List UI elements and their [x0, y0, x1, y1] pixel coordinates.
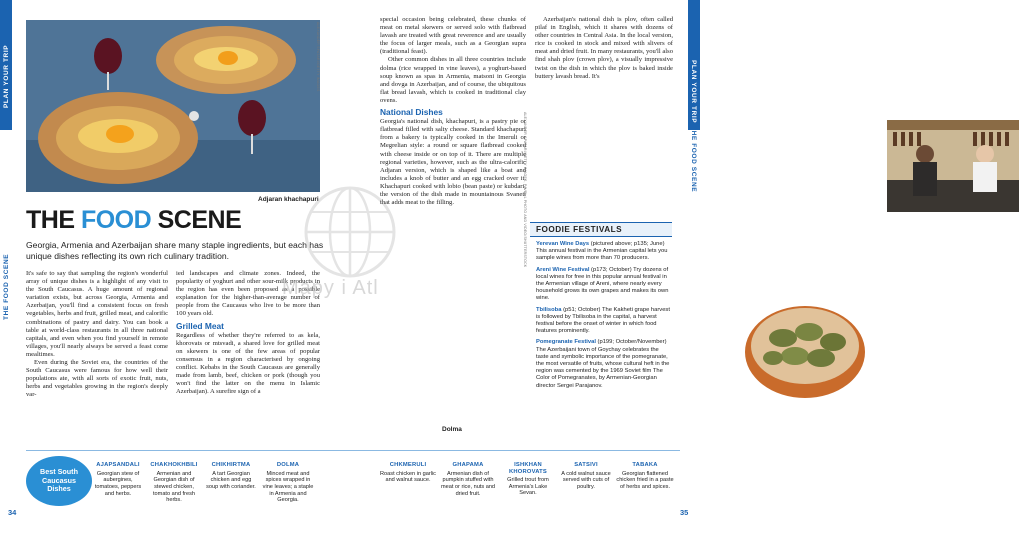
paragraph: Azerbaijan's national dish is plov, often called pilaf in English, which it shares with dozens of other countries in Central Asia. In the local version, rice is cooked in stock and mixed with slivers of meat and dried fruit. In many restaurants, you'll also find shah plov (crown plov), a visually impressive twist on the dish in which the plov is baked inside buttery lavash bread. It's: [535, 16, 673, 80]
side-tab-plan: [688, 0, 700, 130]
photo-credit: ALEXANDER SPATARI/GETTY IMAGES, PAVEL L PHOTO AND VIDEO/SHUTTERSTOCK: [523, 112, 527, 268]
paragraph: Even during the Soviet era, the countries of the South Caucasus were famous for how well their populations ate, with all sorts of exotic fruit, nuts, herbs and vegetables growing in the region's deeply var-: [26, 359, 168, 399]
foodie-festivals-box: [530, 222, 672, 390]
best-dishes-badge: Best South Caucasus Dishes: [26, 456, 92, 506]
dolma-photo: [739, 286, 871, 418]
section-heading-grilled-meat: Grilled Meat: [176, 320, 224, 331]
title-part-1: THE: [26, 206, 81, 234]
paragraph: special occasion being celebrated, these chunks of meat on metal skewers or served solo with flatbread lavash are treated with great reverence and are usually the focus of larger meals, such as a Georgian supra (traditional feast).: [380, 16, 526, 56]
dish-card: [500, 462, 556, 497]
section-heading-national-dishes: National Dishes: [380, 107, 443, 118]
dish-name: AJAPSANDALI: [96, 462, 140, 468]
side-tab-section: [688, 126, 700, 330]
festival-text: (p51; October) The Kakheti grape harvest is followed by Tbilisoba in the capital, a harvest festival before the onset of winter in which food features prominently.: [536, 306, 670, 335]
khachapuri-photo: [26, 20, 320, 192]
page-number: 35: [680, 508, 689, 517]
dish-card: [206, 462, 256, 491]
dish-card: [616, 462, 674, 491]
divider: [350, 450, 680, 451]
side-tab-label: PLAN YOUR TRIP: [690, 60, 697, 124]
title-part-2: SCENE: [151, 206, 242, 234]
dish-card: [148, 462, 200, 504]
festival-name: Pomegranate Festival: [536, 339, 596, 346]
side-tab-section-label: THE FOOD SCENE: [690, 126, 697, 193]
page-subtitle: Georgia, Armenia and Azerbaijan share many staple ingredients, but each has unique dishes reflecting its own rich culinary tradition.: [26, 240, 324, 261]
dish-name: GHAPAMA: [452, 462, 484, 468]
dish-name: DOLMA: [276, 462, 300, 468]
left-page: [0, 0, 350, 539]
side-tab-plan: [0, 0, 12, 130]
wine-festival-photo: [887, 120, 1019, 212]
side-tab-section-label: THE FOOD SCENE: [3, 253, 10, 320]
dish-desc: Grilled trout from Armenia's Lake Sevan.: [507, 477, 549, 497]
paragraph: It's safe to say that sampling the region's wonderful array of unique dishes is a highlight of any visit to the South Caucasus. A huge amount of regional variation exists, but across Georgia, Armenia and Azerbaijan, you'll find a consistent focus on fresh vegetables, herbs and fruit, grilled meat, and calorific combinations of pastry and dairy. You can book a table at world-class restaurants in all three national capitals, and even when you find yourself in remote villages, you'll nearly always be served a feast come mealtimes.: [26, 270, 168, 358]
festival-item: [530, 307, 672, 336]
dish-name: ISHKHAN KHOROVATS: [509, 462, 547, 475]
dish-name: CHAKHOKHBILI: [150, 462, 198, 468]
right-body-column-1: [380, 16, 526, 207]
paragraph: Regardless of whether they're referred to as kela, khorovats or mtsvadi, a shared love for grilled meat on skewers is one of the few areas of popular consensus in a region characterised by ongoing conflict. Kebabs in the South Caucasus are generally made from lamb, beef, chicken or pork (though you won't find the latter on the menu in Islamic Azerbaijan). A surefire sign of a: [176, 331, 320, 396]
dish-card: [262, 462, 314, 504]
festival-text: (p199; October/November) The Azerbaijani town of Goychay celebrates the taste and symbolic importance of the pomegranate, the most versatile of fruits, whose cultural heft in the region was cemented by the 1969 Soviet film The Color of Pomegranates, by Armenian-Georgian director Sergei Parajanov.: [536, 339, 670, 389]
festival-item: [530, 241, 672, 263]
festival-text: (p173; October) Try dozens of local wines for free in this popular annual festival in the Armenian village of Areni, where nearly every household grows its own grapes and makes its own wine.: [536, 266, 669, 302]
festival-text: (pictured above; p135; June) This annual festival in the Armenian capital lets you sample wines from more than 70 producers.: [536, 241, 668, 262]
dish-desc: A cold walnut sauce served with cuts of poultry.: [561, 470, 611, 490]
page-title: [26, 206, 241, 235]
festivals-heading: FOODIE FESTIVALS: [530, 222, 672, 237]
paragraph: Other common dishes in all three countries include dolma (rice wrapped in vine leaves), a yoghurt-based soup known as spas in Armenia, matsoni in Georgia and dovga in Azerbaijan, and of course, the ubiquitous flat bread lavash, which is cooked in traditional clay ovens.: [380, 56, 526, 104]
festival-name: Areni Wine Festival: [536, 266, 590, 273]
dish-desc: Minced meat and spices wrapped in vine leaves; a staple in Armenia and Georgia.: [262, 470, 314, 504]
dish-desc: A tart Georgian chicken and egg soup with coriander.: [206, 470, 256, 490]
title-highlight: FOOD: [80, 206, 152, 234]
dish-card: [440, 462, 496, 497]
left-body-column-1: [26, 270, 168, 400]
dish-card: [380, 462, 436, 484]
side-tab-label: PLAN YOUR TRIP: [3, 44, 10, 108]
divider: [26, 450, 350, 451]
photo-caption: Adjaran khachapuri: [258, 196, 319, 203]
dish-card: [560, 462, 612, 491]
photo-credit: ALEXANDER SPATARI/GETTY IMAGES: [316, 22, 320, 92]
dish-desc: Georgian flattened chicken fried in a paste of herbs and spices.: [616, 470, 674, 490]
dish-name: CHIKHIRTMA: [211, 462, 251, 468]
right-body-column-2: [535, 16, 673, 81]
festival-item: [530, 267, 672, 303]
dish-name: CHKMERULI: [389, 462, 427, 468]
page-number: 34: [8, 508, 17, 517]
festival-item: [530, 339, 672, 389]
dish-desc: Armenian dish of pumpkin stuffed with meat or rice, nuts and dried fruit.: [440, 470, 496, 497]
dish-desc: Georgian stew of aubergines, tomatoes, peppers and herbs.: [94, 470, 142, 497]
festival-name: Tbilisoba: [536, 306, 562, 313]
paragraph: ied landscapes and climate zones. Indeed, the popularity of yoghurt and other sour-milk products in the region has even been proposed as a possible explanation for the higher-than-average number of people from the Caucasus who live to be more than 100 years old.: [176, 270, 320, 318]
dish-desc: Roast chicken in garlic and walnut sauce.: [380, 470, 436, 484]
dish-name: TABAKA: [632, 462, 658, 468]
side-tab-section: [0, 130, 12, 330]
dish-desc: Armenian and Georgian dish of stewed chicken, tomato and fresh herbs.: [153, 470, 195, 504]
dish-name: SATSIVI: [574, 462, 598, 468]
photo-caption: Dolma: [442, 426, 462, 433]
paragraph: Georgia's national dish, khachapuri, is a pastry pie or flatbread filled with salty cheese. Standard khachapuri from a bakery is typically cooked in the Imeruli or Megrelian style: a round or square flatbread cooked with cheese inside or on top of it. There are multiple regional varieties, however, such as the ultra-calorific Adjaran version, which is shaped like a boat and includes a knob of butter and an egg cracked over it. Khachapuri cooked with lobio (bean paste) or kubdari, the version of the dish made in mountainous Svaneti that adds meat to the filling.: [380, 118, 526, 207]
festival-name: Yerevan Wine Days: [536, 241, 590, 247]
dish-card: [94, 462, 142, 497]
watermark-text: Mapy i Atl: [282, 277, 379, 299]
